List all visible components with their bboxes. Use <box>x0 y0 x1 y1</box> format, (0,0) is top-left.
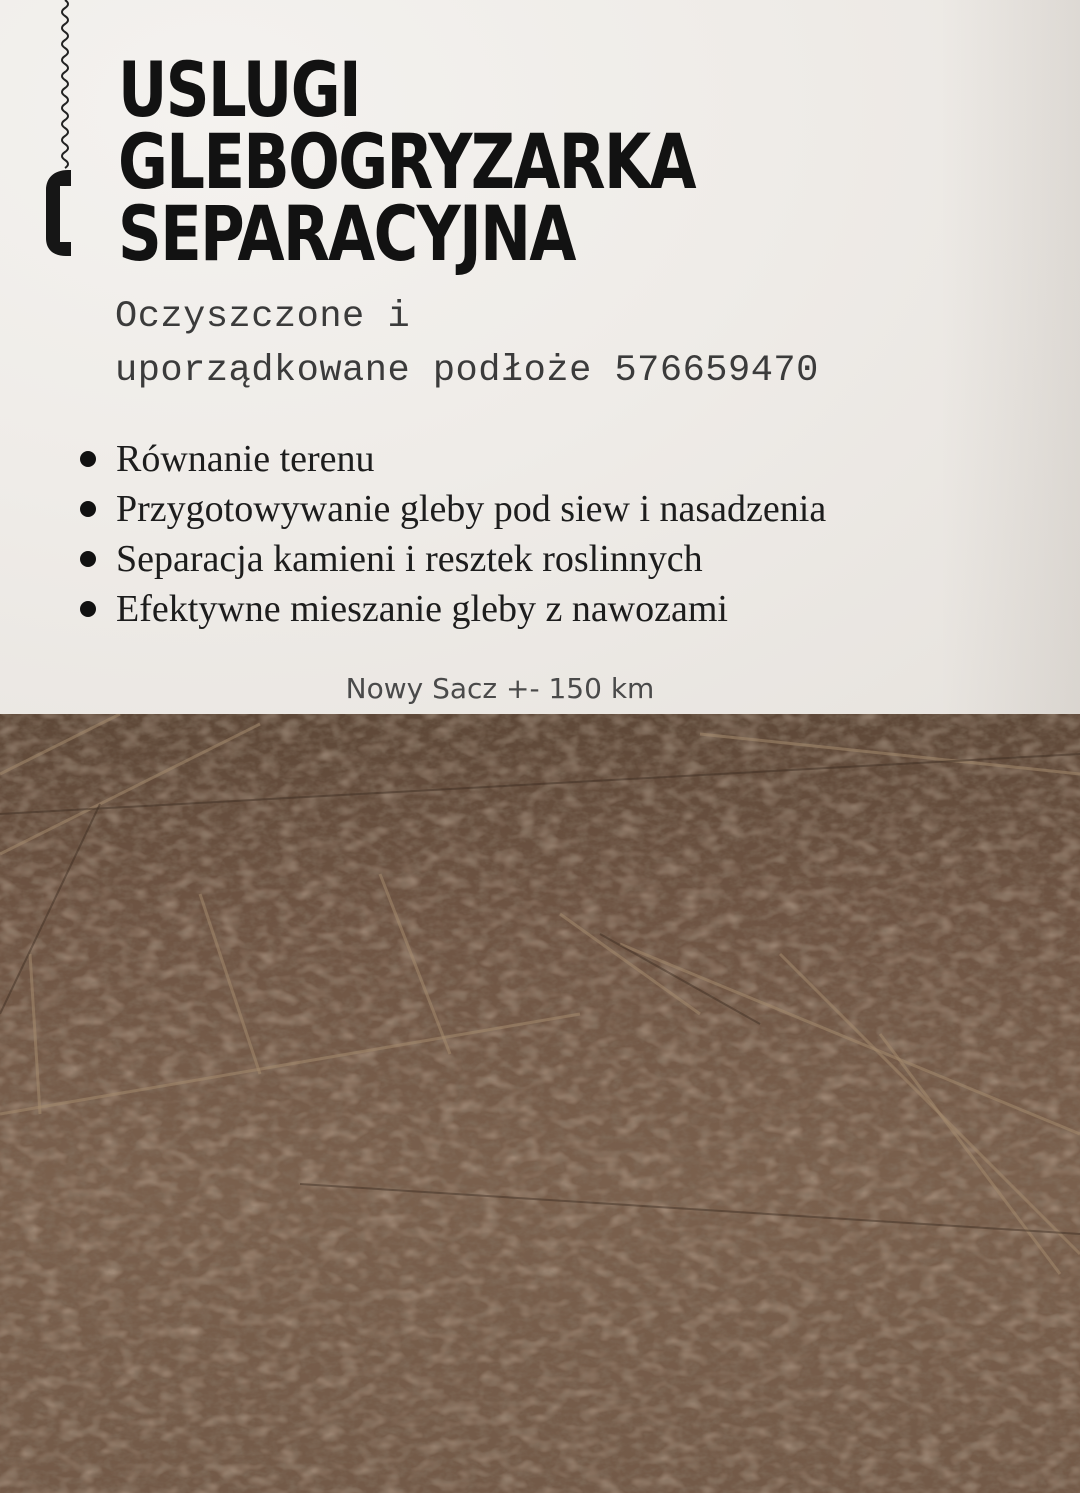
headline-line-1: USLUGI <box>118 45 361 134</box>
subtitle <box>115 290 819 398</box>
services-list <box>78 434 826 634</box>
subtitle-line-2-with-phone-number: uporządkowane podłoże 576659470 <box>115 350 819 392</box>
telephone-handset-icon <box>38 0 88 260</box>
headline-line-2: GLEBOGRYZARKA <box>118 117 695 206</box>
service-item <box>78 584 826 634</box>
subtitle-line-1: Oczyszczone i <box>115 296 411 338</box>
service-label: Przygotowywanie gleby pod siew i nasadzenia <box>116 488 827 530</box>
plowed-field-image <box>0 714 1080 1493</box>
service-label: Równanie terenu <box>116 438 375 480</box>
service-label: Efektywne mieszanie gleby z nawozami <box>116 588 728 630</box>
bullet-dot-icon <box>80 551 96 567</box>
service-item <box>78 434 826 484</box>
bullet-dot-icon <box>80 451 96 467</box>
bullet-dot-icon <box>80 601 96 617</box>
service-area: Nowy Sacz +- 150 km <box>345 672 655 705</box>
service-label: Separacja kamieni i resztek roslinnych <box>116 538 703 580</box>
bullet-dot-icon <box>80 501 96 517</box>
headline-line-3: SEPARACYJNA <box>118 189 575 278</box>
headline <box>118 45 839 278</box>
service-item <box>78 534 826 584</box>
service-item <box>78 484 826 534</box>
